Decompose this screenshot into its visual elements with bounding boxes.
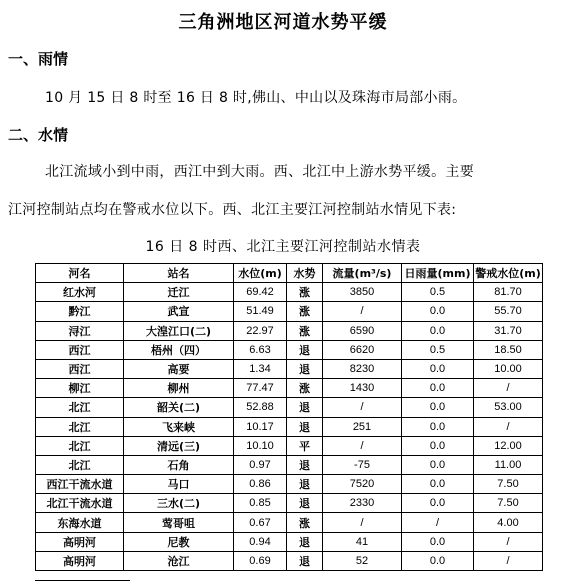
cell-station: 飞来峡 bbox=[124, 417, 234, 436]
cell-flow: / bbox=[323, 302, 402, 321]
cell-river: 东海水道 bbox=[36, 513, 124, 532]
cell-river: 北江 bbox=[36, 455, 124, 474]
cell-trend: 退 bbox=[287, 532, 323, 551]
cell-station: 马口 bbox=[124, 475, 234, 494]
cell-flow: / bbox=[323, 436, 402, 455]
cell-trend: 退 bbox=[287, 359, 323, 378]
cell-daily-rain: 0.0 bbox=[402, 417, 474, 436]
cell-trend: 退 bbox=[287, 455, 323, 474]
cell-river: 北江 bbox=[36, 436, 124, 455]
document-title: 三角洲地区河道水势平缓 bbox=[178, 12, 388, 33]
header-station: 站名 bbox=[124, 264, 234, 283]
cell-station: 清远(三) bbox=[124, 436, 234, 455]
cell-daily-rain: / bbox=[402, 513, 474, 532]
header-daily-rain: 日雨量(mm) bbox=[402, 264, 474, 283]
cell-station: 梧州（四） bbox=[124, 340, 234, 359]
cell-daily-rain: 0.0 bbox=[402, 359, 474, 378]
cell-flow: 1430 bbox=[323, 379, 402, 398]
cell-warning-level: 55.70 bbox=[474, 302, 543, 321]
cell-warning-level: 18.50 bbox=[474, 340, 543, 359]
cell-river: 高明河 bbox=[36, 551, 124, 570]
cell-daily-rain: 0.0 bbox=[402, 455, 474, 474]
cell-river: 黔江 bbox=[36, 302, 124, 321]
water-paragraph-line2: 江河控制站点均在警戒水位以下。西、北江主要江河控制站水情见下表: bbox=[8, 202, 457, 218]
cell-daily-rain: 0.0 bbox=[402, 551, 474, 570]
table-row bbox=[36, 340, 543, 359]
cell-flow: 6590 bbox=[323, 321, 402, 340]
cell-water-level: 0.85 bbox=[234, 494, 287, 513]
cell-flow: 7520 bbox=[323, 475, 402, 494]
table-row bbox=[36, 551, 543, 570]
cell-daily-rain: 0.0 bbox=[402, 302, 474, 321]
cell-water-level: 51.49 bbox=[234, 302, 287, 321]
cell-warning-level: 31.70 bbox=[474, 321, 543, 340]
cell-flow: 6620 bbox=[323, 340, 402, 359]
table-row bbox=[36, 379, 543, 398]
cell-trend: 涨 bbox=[287, 302, 323, 321]
cell-warning-level: 53.00 bbox=[474, 398, 543, 417]
cell-daily-rain: 0.0 bbox=[402, 436, 474, 455]
cell-water-level: 69.42 bbox=[234, 283, 287, 302]
cell-river: 西江干流水道 bbox=[36, 475, 124, 494]
cell-station: 石角 bbox=[124, 455, 234, 474]
cell-daily-rain: 0.0 bbox=[402, 494, 474, 513]
header-river: 河名 bbox=[36, 264, 124, 283]
section-heading-rain: 一、雨情 bbox=[8, 50, 69, 68]
cell-water-level: 0.69 bbox=[234, 551, 287, 570]
cell-flow: 52 bbox=[323, 551, 402, 570]
cell-river: 北江干流水道 bbox=[36, 494, 124, 513]
table-row bbox=[36, 436, 543, 455]
cell-flow: / bbox=[323, 398, 402, 417]
cell-flow: 41 bbox=[323, 532, 402, 551]
page-cut-line bbox=[35, 580, 130, 581]
water-paragraph-line1: 北江流域小到中雨，西江中到大雨。西、北江中上游水势平缓。主要 bbox=[45, 164, 474, 180]
cell-water-level: 10.10 bbox=[234, 436, 287, 455]
section-heading-water: 二、水情 bbox=[8, 126, 69, 144]
header-water-level: 水位(m) bbox=[234, 264, 287, 283]
hydrology-table bbox=[35, 263, 543, 571]
table-row bbox=[36, 513, 543, 532]
cell-warning-level: 11.00 bbox=[474, 455, 543, 474]
cell-trend: 退 bbox=[287, 417, 323, 436]
cell-river: 北江 bbox=[36, 398, 124, 417]
table-row bbox=[36, 398, 543, 417]
cell-station: 尼教 bbox=[124, 532, 234, 551]
cell-river: 西江 bbox=[36, 340, 124, 359]
cell-warning-level: 7.50 bbox=[474, 494, 543, 513]
cell-trend: 涨 bbox=[287, 283, 323, 302]
cell-daily-rain: 0.5 bbox=[402, 283, 474, 302]
cell-flow: 8230 bbox=[323, 359, 402, 378]
cell-trend: 退 bbox=[287, 475, 323, 494]
cell-daily-rain: 0.0 bbox=[402, 475, 474, 494]
cell-station: 三水(二) bbox=[124, 494, 234, 513]
cell-flow: / bbox=[323, 513, 402, 532]
cell-trend: 退 bbox=[287, 398, 323, 417]
cell-flow: 2330 bbox=[323, 494, 402, 513]
header-warning-level: 警戒水位(m) bbox=[474, 264, 543, 283]
cell-flow: 3850 bbox=[323, 283, 402, 302]
cell-water-level: 0.67 bbox=[234, 513, 287, 532]
cell-water-level: 77.47 bbox=[234, 379, 287, 398]
header-flow: 流量(m³/s) bbox=[323, 264, 402, 283]
cell-warning-level: 10.00 bbox=[474, 359, 543, 378]
cell-river: 红水河 bbox=[36, 283, 124, 302]
cell-trend: 涨 bbox=[287, 379, 323, 398]
table-caption: 16 日 8 时西、北江主要江河控制站水情表 bbox=[145, 239, 421, 255]
cell-station: 韶关(二) bbox=[124, 398, 234, 417]
table-row bbox=[36, 475, 543, 494]
cell-flow: -75 bbox=[323, 455, 402, 474]
cell-river: 西江 bbox=[36, 359, 124, 378]
cell-warning-level: 81.70 bbox=[474, 283, 543, 302]
cell-warning-level: 4.00 bbox=[474, 513, 543, 532]
cell-warning-level: / bbox=[474, 532, 543, 551]
cell-warning-level: / bbox=[474, 551, 543, 570]
table-row bbox=[36, 417, 543, 436]
cell-daily-rain: 0.0 bbox=[402, 532, 474, 551]
cell-daily-rain: 0.0 bbox=[402, 379, 474, 398]
cell-water-level: 6.63 bbox=[234, 340, 287, 359]
table-row bbox=[36, 494, 543, 513]
cell-station: 武宣 bbox=[124, 302, 234, 321]
cell-flow: 251 bbox=[323, 417, 402, 436]
cell-station: 大湟江口(二) bbox=[124, 321, 234, 340]
table-row bbox=[36, 359, 543, 378]
cell-station: 莺哥咀 bbox=[124, 513, 234, 532]
cell-warning-level: 12.00 bbox=[474, 436, 543, 455]
cell-water-level: 22.97 bbox=[234, 321, 287, 340]
cell-trend: 平 bbox=[287, 436, 323, 455]
cell-river: 柳江 bbox=[36, 379, 124, 398]
cell-trend: 涨 bbox=[287, 321, 323, 340]
cell-station: 沧江 bbox=[124, 551, 234, 570]
table-row bbox=[36, 321, 543, 340]
cell-station: 迁江 bbox=[124, 283, 234, 302]
cell-river: 北江 bbox=[36, 417, 124, 436]
cell-water-level: 0.86 bbox=[234, 475, 287, 494]
header-trend: 水势 bbox=[287, 264, 323, 283]
cell-river: 浔江 bbox=[36, 321, 124, 340]
cell-water-level: 52.88 bbox=[234, 398, 287, 417]
rain-paragraph: 10 月 15 日 8 时至 16 日 8 时,佛山、中山以及珠海市局部小雨。 bbox=[45, 90, 467, 106]
cell-warning-level: / bbox=[474, 379, 543, 398]
cell-water-level: 0.94 bbox=[234, 532, 287, 551]
cell-warning-level: / bbox=[474, 417, 543, 436]
cell-water-level: 0.97 bbox=[234, 455, 287, 474]
cell-daily-rain: 0.0 bbox=[402, 321, 474, 340]
table-row bbox=[36, 455, 543, 474]
cell-river: 高明河 bbox=[36, 532, 124, 551]
table-row bbox=[36, 532, 543, 551]
cell-water-level: 1.34 bbox=[234, 359, 287, 378]
table-row bbox=[36, 283, 543, 302]
table-row bbox=[36, 302, 543, 321]
cell-warning-level: 7.50 bbox=[474, 475, 543, 494]
cell-station: 柳州 bbox=[124, 379, 234, 398]
cell-trend: 退 bbox=[287, 551, 323, 570]
cell-daily-rain: 0.0 bbox=[402, 398, 474, 417]
cell-water-level: 10.17 bbox=[234, 417, 287, 436]
cell-trend: 退 bbox=[287, 494, 323, 513]
cell-trend: 退 bbox=[287, 340, 323, 359]
cell-trend: 涨 bbox=[287, 513, 323, 532]
table-header-row bbox=[36, 264, 543, 283]
cell-daily-rain: 0.5 bbox=[402, 340, 474, 359]
cell-station: 高要 bbox=[124, 359, 234, 378]
